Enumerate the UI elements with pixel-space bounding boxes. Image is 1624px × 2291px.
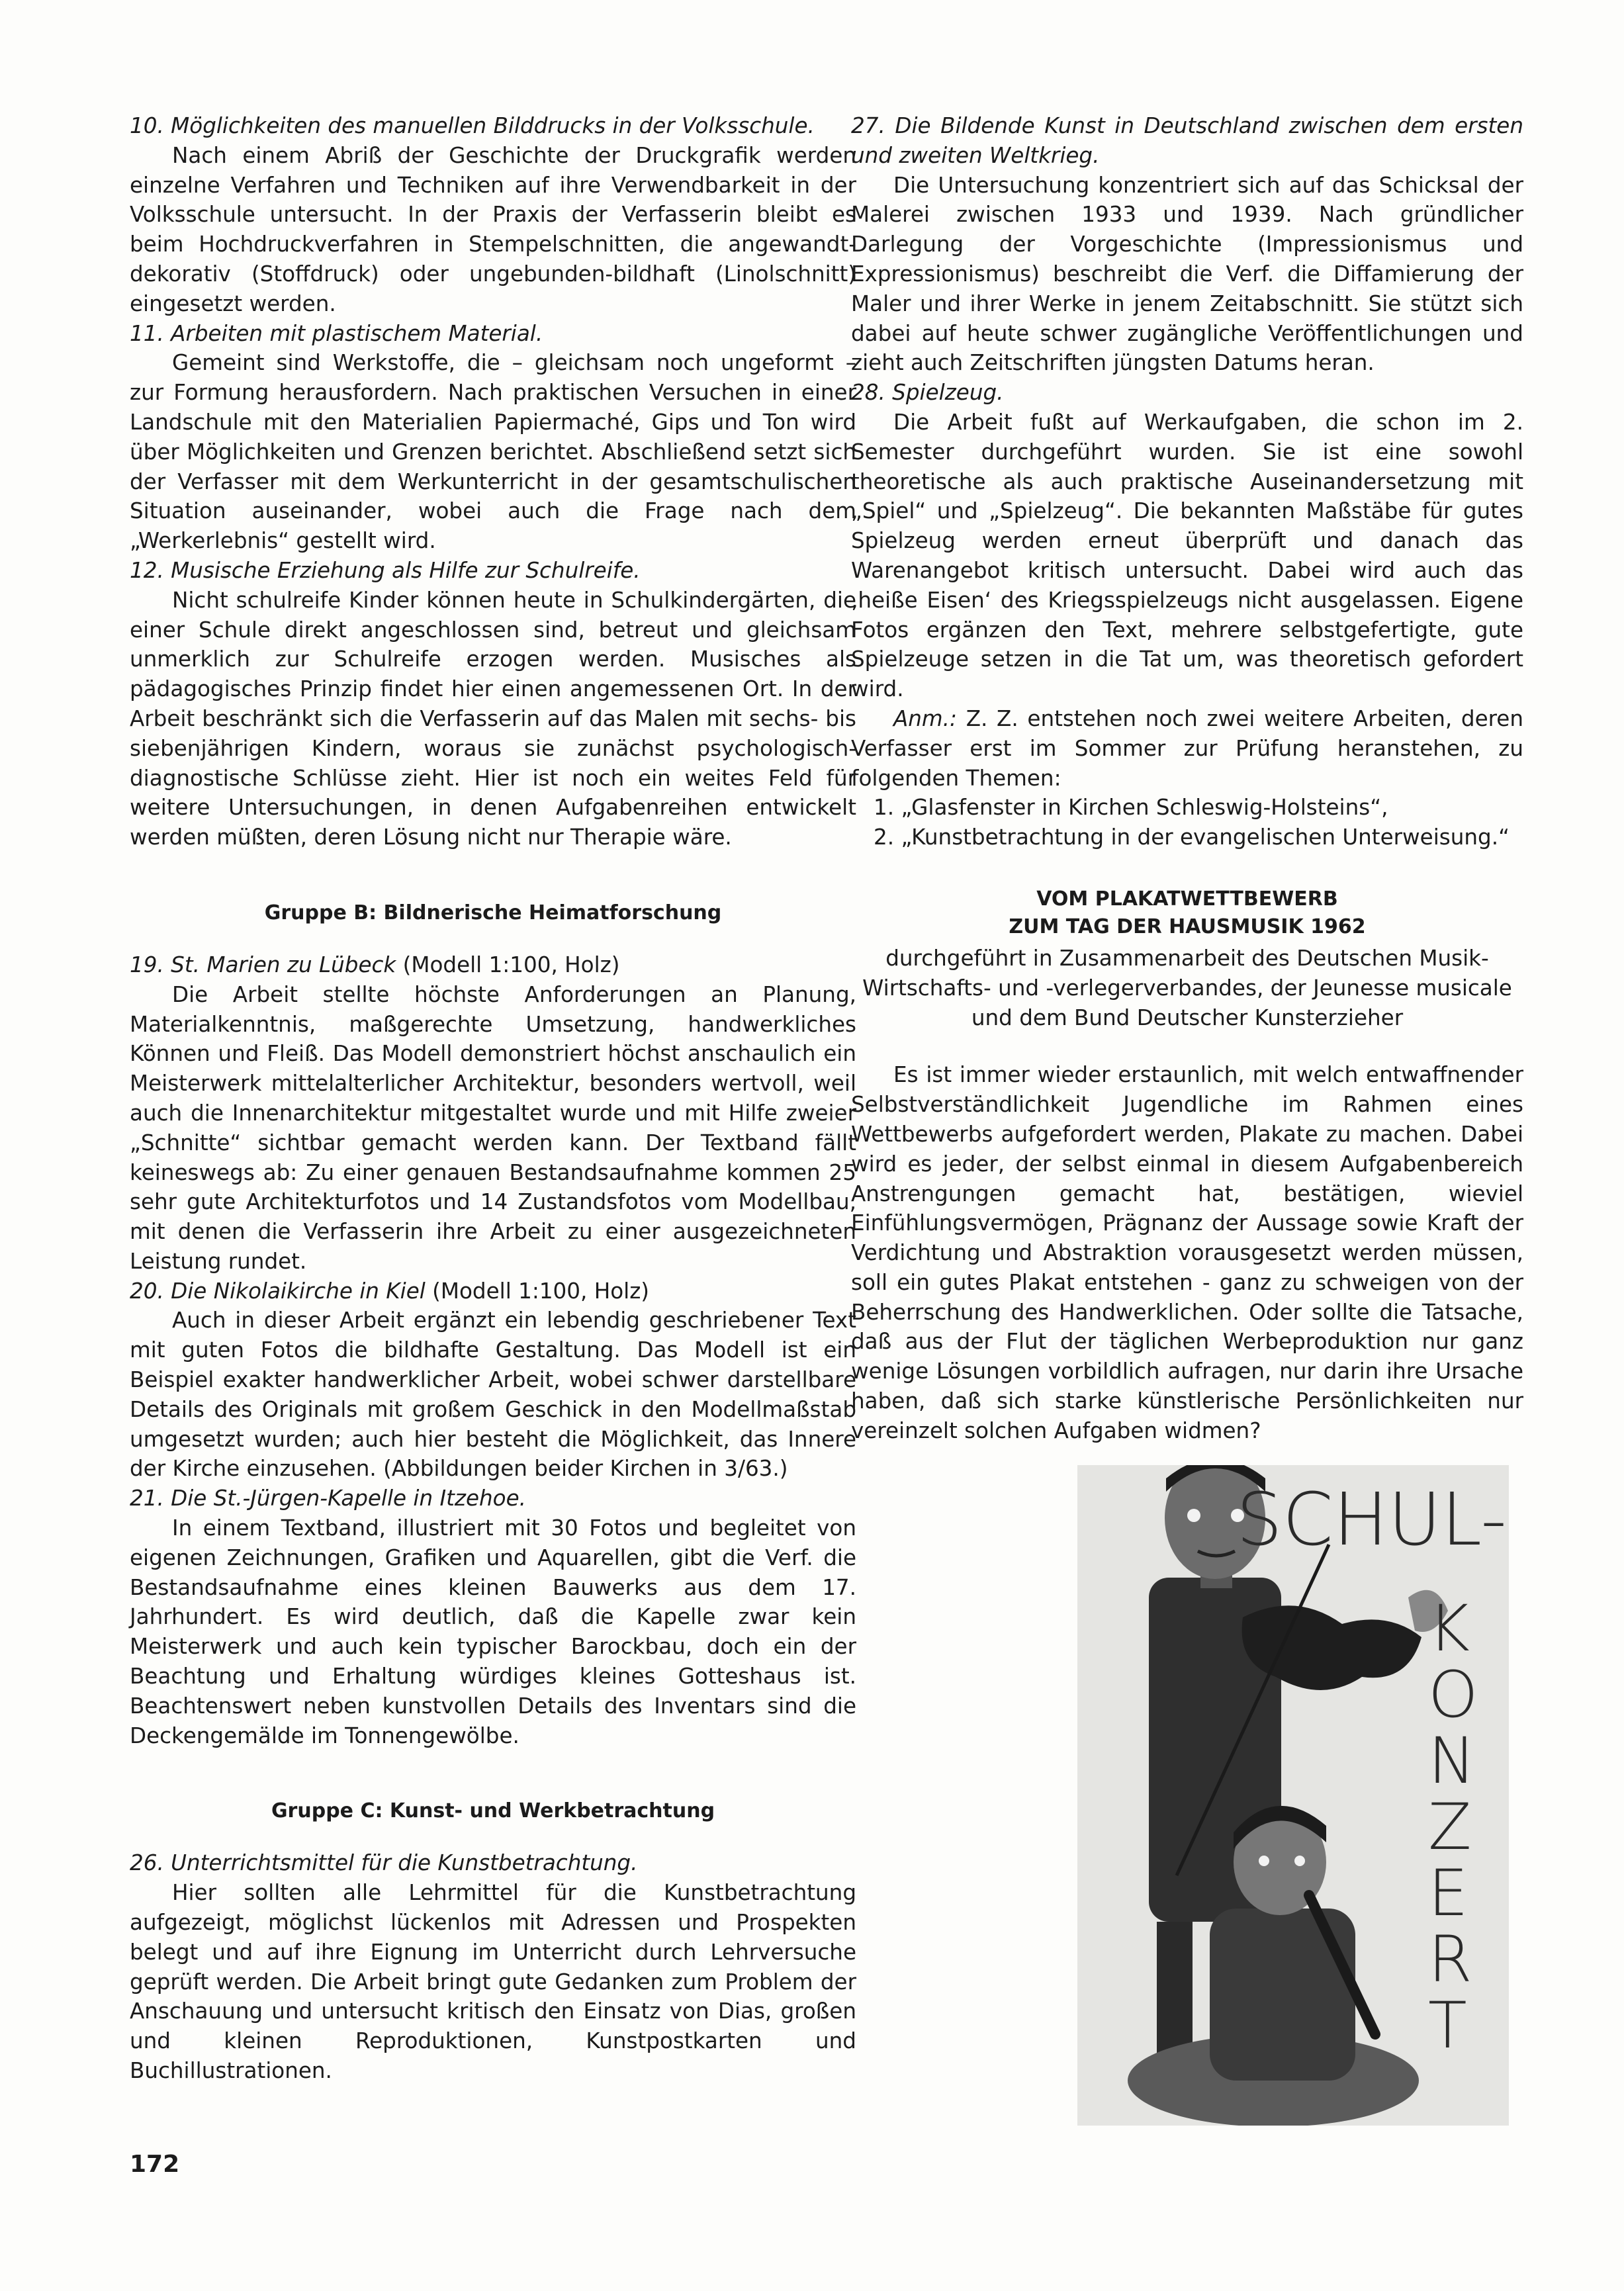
poster-letter: E	[1428, 1856, 1468, 1930]
article-heading-line: VOM PLAKATWETTBEWERB	[1036, 887, 1338, 911]
section-title: 27. Die Bildende Kunst in Deutschland zwischen dem ersten und zweiten Weltkrieg.	[851, 113, 1523, 168]
group-heading: Gruppe C: Kunst- und Werkbetrachtung	[271, 1799, 715, 1823]
poster-letter: Z	[1428, 1790, 1472, 1864]
section-title: 12. Musische Erziehung als Hilfe zur Schulreife.	[130, 557, 641, 583]
theme-item: 2. „Kunstbetrachtung in der evangelischen Unterweisung.“	[874, 825, 1510, 850]
poster-letter: O	[1428, 1658, 1478, 1732]
flutist-body	[1210, 1909, 1355, 2081]
flutist-eye	[1259, 1856, 1269, 1866]
section-title: 28. Spielzeug.	[851, 380, 1004, 406]
section-title-plain: (Modell 1:100, Holz)	[396, 952, 620, 977]
section-title-italic: 20. Die Nikolaikirche in Kiel	[130, 1278, 426, 1304]
poster-letter: K	[1428, 1592, 1470, 1666]
flutist-eye	[1294, 1856, 1305, 1866]
poster-letter: R	[1428, 1922, 1472, 1997]
section-body: Nicht schulreife Kinder können heute in Schulkindergärten, die einer Schule direkt angeschlossen sind, betreut und gleichsam unmerklich zur Schulreife erzogen werden. Musisches als pädagogisches Prinzip findet hier einen angemessenen Ort. In der Arbeit beschränkt sich die Verfasserin auf das Malen mit sechs- bis siebenjährigen Kindern, woraus sie zunächst psychologisch-diagnostische Schlüsse zieht. Hier ist noch ein weites Feld für weitere Untersuchungen, in denen Aufgabenreihen entwickelt werden müßten, deren Lösung nicht nur Therapie wäre.	[130, 587, 856, 850]
section-body: Gemeint sind Werkstoffe, die – gleichsam noch ungeformt – zur Formung herausfordern. Nach praktischen Versuchen in einer Landschule mit den Materialien Papiermaché, Gips und Ton wird über Möglichkeiten und Grenzen berichtet. Abschließend setzt sich der Verfasser mit dem Werkunterricht in der gesamtschulischen Situation auseinander, wobei auch die Frage nach dem „Werkerlebnis“ gestellt wird.	[130, 350, 856, 554]
section-title-plain: (Modell 1:100, Holz)	[425, 1278, 650, 1304]
section-title: 11. Arbeiten mit plastischem Material.	[130, 320, 543, 346]
section-title: 21. Die St.-Jürgen-Kapelle in Itzehoe.	[130, 1486, 526, 1511]
section-title	[130, 1277, 856, 1306]
annotation	[851, 704, 1523, 793]
article-body: Es ist immer wieder erstaunlich, mit welch entwaffnender Selbstverständlichkeit Jugendliche im Rahmen eines Wettbewerbs aufgefordert werden, Plakate zu machen. Dabei wird es jeder, der selbst einmal in diesem Aufgabenbereich Anstrengungen gemacht hat, bestätigen, wieviel Einfühlungsvermögen, Prägnanz der Aussage sowie Kraft der Verdichtung und Abstraktion vorausgesetzt werden müssen, soll ein gutes Plakat entstehen - ganz zu schweigen von der Beherrschung des Handwerklichen. Oder sollte die Tatsache, daß aus der Flut der täglichen Werbeproduktion nur ganz wenige Lösungen vorbildlich aufragen, nur darin ihre Ursache haben, daß sich starke künstlerische Persönlichkeiten nur vereinzelt solchen Aufgaben widmen?	[851, 1062, 1523, 1443]
section-title-italic: 19. St. Marien zu Lübeck	[130, 952, 396, 977]
section-body: Die Arbeit fußt auf Werkaufgaben, die schon im 2. Semester durchgeführt wurden. Sie ist eine sowohl theoretische als auch praktische Auseinandersetzung mit „Spiel“ und „Spielzeug“. Die bekannten Maßstäbe für gutes Spielzeug werden erneut überprüft und danach das Warenangebot kritisch untersucht. Dabei wird auch das ‚heiße Eisen‘ des Kriegsspielzeugs nicht ausgelassen. Eigene Fotos ergänzen den Text, mehrere selbstgefertigte, gute Spielzeuge setzen in die Tat um, was theoretisch gefordert wird.	[851, 409, 1523, 702]
article-heading-line: ZUM TAG DER HAUSMUSIK 1962	[1009, 915, 1366, 938]
poster-illustration	[1077, 1465, 1509, 2126]
section-body: Nach einem Abriß der Geschichte der Druckgrafik werden einzelne Verfahren und Techniken auf ihre Verwendbarkeit in der Volksschule untersucht. In der Praxis der Verfasserin bleibt es beim Hochdruckverfahren in Stempelschnitten, die angewandt-dekorativ (Stoffdruck) oder ungebunden-bildhaft (Linolschnitt) eingesetzt werden.	[130, 142, 856, 316]
section-title: 26. Unterrichtsmittel für die Kunstbetrachtung.	[130, 1850, 638, 1876]
section-body: Hier sollten alle Lehrmittel für die Kunstbetrachtung aufgezeigt, möglichst lückenlos mit Adressen und Prospekten belegt und auf ihre Eignung im Unterricht durch Lehrversuche geprüft werden. Die Arbeit bringt gute Gedanken zum Problem der Anschauung und untersucht kritisch den Einsatz von Dias, großen und kleinen Reproduktionen, Kunstpostkarten und Buchillustrationen.	[130, 1880, 856, 2084]
section-body: Die Arbeit stellte höchste Anforderungen an Planung, Materialkenntnis, maßgerechte Umsetzung, handwerkliches Können und Fleiß. Das Modell demonstriert höchst anschaulich ein Meisterwerk mittelalterlicher Architektur, besonders wertvoll, weil auch die Innenarchitektur mitgestaltet wurde und mit Hilfe zweier „Schnitte“ sichtbar gemacht werden kann. Der Textband fällt keineswegs ab: Zu einer genauen Bestandsaufnahme kommen 25 sehr gute Architekturfotos und 14 Zustandsfotos vom Modellbau, mit denen die Verfasserin ihre Arbeit zu einer ausgezeichneten Leistung rundet.	[130, 981, 856, 1274]
section-title	[130, 950, 856, 980]
poster-letter: T	[1428, 1989, 1467, 2063]
annotation-body: Z. Z. entstehen noch zwei weitere Arbeiten, deren Verfasser erst im Sommer zur Prüfung heranstehen, zu folgenden Themen:	[851, 705, 1523, 791]
violinist-leg	[1157, 1922, 1193, 2061]
right-column	[851, 111, 1523, 1446]
poster-word-vertical	[1428, 1592, 1478, 2063]
poster-word-top: SCHUL-	[1236, 1477, 1507, 1562]
theme-list	[851, 793, 1523, 852]
annotation-label: Anm.:	[893, 705, 958, 731]
section-body: In einem Textband, illustriert mit 30 Fotos und begleitet von eigenen Zeichnungen, Grafiken und Aquarellen, gibt die Verf. die Bestandsaufnahme eines kleinen Bauwerks aus dem 17. Jahrhundert. Es wird deutlich, daß die Kapelle zwar kein Meisterwerk und auch kein typischer Barockbau, doch ein der Beachtung und Erhaltung würdiges kleines Gotteshaus ist. Beachtenswert neben kunstvollen Details des Inventars sind die Deckengemälde im Tonnengewölbe.	[130, 1515, 856, 1748]
article-heading	[851, 885, 1523, 941]
article-subtitle: durchgeführt in Zusammenarbeit des Deutschen Musik-Wirtschafts- und -verlegerverbandes, der Jeunesse musicale und dem Bund Deutscher Kunsterzieher	[862, 945, 1512, 1030]
section-body: Auch in dieser Arbeit ergänzt ein lebendig geschriebener Text mit guten Fotos die bildhafte Gestaltung. Das Modell ist ein Beispiel exakter handwerklicher Arbeit, wobei schwer darstellbare Details des Originals mit großem Geschick in den Modellmaßstab umgesetzt wurden; auch hier besteht die Möglichkeit, das Innere der Kirche einzusehen. (Abbildungen beider Kirchen in 3/63.)	[130, 1308, 856, 1482]
theme-item: 1. „Glasfenster in Kirchen Schleswig-Holsteins“,	[874, 795, 1388, 821]
section-body: Die Untersuchung konzentriert sich auf das Schicksal der Malerei zwischen 1933 und 1939. Nach gründlicher Darlegung der Vorgeschichte (Impressionismus und Expressionismus) beschreibt die Verf. die Diffamierung der Maler und ihrer Werke in jenem Zeitabschnitt. Sie stützt sich dabei auf heute schwer zugängliche Veröffentlichungen und zieht auch Zeitschriften jüngsten Datums heran.	[851, 172, 1523, 376]
page-number: 172	[130, 2151, 180, 2178]
poster-letter: N	[1428, 1724, 1476, 1798]
left-column	[130, 111, 856, 2086]
group-heading: Gruppe B: Bildnerische Heimatforschung	[264, 901, 722, 924]
violinist-eye	[1187, 1509, 1200, 1522]
section-title: 10. Möglichkeiten des manuellen Bilddrucks in der Volksschule.	[130, 113, 815, 138]
